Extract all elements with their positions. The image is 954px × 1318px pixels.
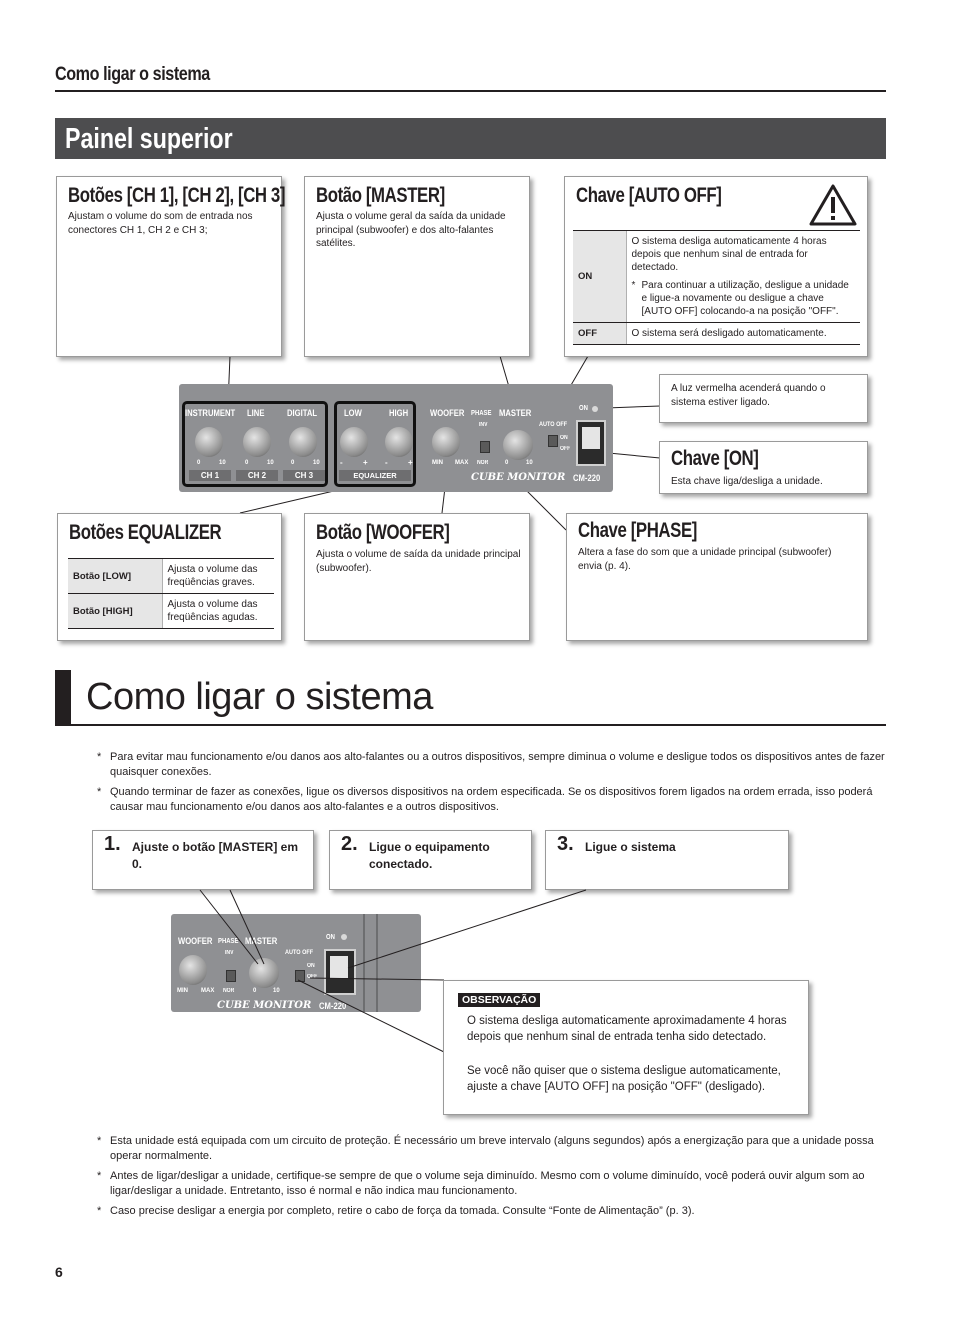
- ch2-max-tick: 10: [267, 460, 274, 466]
- step-1-text: Ajuste o botão [MASTER] em 0.: [132, 840, 299, 871]
- master-max-tick: 10: [273, 988, 280, 994]
- equalizer-card: [57, 513, 282, 641]
- label-phase: PHASE: [218, 938, 239, 945]
- label-on: ON: [326, 934, 335, 941]
- eq-callout-line: [240, 490, 338, 513]
- high-minus-tick: -: [385, 458, 388, 467]
- led-callout-line: [606, 406, 660, 408]
- label-nor: NOR: [477, 460, 489, 466]
- table-row: [68, 594, 274, 629]
- label-auto-off: AUTO OFF: [285, 949, 314, 956]
- equalizer-title: Botões EQUALIZER: [69, 521, 222, 544]
- low-knob[interactable]: [340, 427, 368, 457]
- observation-p1: O sistema desliga automaticamente aproximadamente 4 horas depois que nenhum sinal de entrada tenha sido detectado.: [467, 1015, 787, 1043]
- woofer-desc: Ajusta o volume de saída da unidade principal (subwoofer).: [316, 549, 521, 574]
- observation-p2: Se você não quiser que o sistema desligue automaticamente, ajuste a chave [AUTO OFF] na posição "OFF" (desligado).: [467, 1065, 781, 1093]
- step-2-number: 2.: [341, 833, 358, 855]
- step-1-line: [230, 890, 264, 964]
- autooff-on-note-text: Para continuar a utilização, desligue a unidade e ligue-a novamente ou desligue a chave [AUTO OFF] colocando-a na posição "OFF".: [641, 280, 849, 317]
- autooff-on-key: ON: [573, 231, 626, 323]
- step-1-line: [200, 890, 258, 964]
- label-switch-off: OFF: [307, 974, 318, 980]
- autooff-on-text: O sistema desliga automaticamente 4 horas depois que nenhum sinal de entrada for detectado.: [631, 236, 827, 273]
- autooff-off-key: OFF: [573, 323, 626, 345]
- step-3-line: [348, 890, 586, 968]
- label-low: LOW: [344, 408, 362, 418]
- power-led: [592, 406, 598, 412]
- eq-low-key: Botão [LOW]: [68, 559, 162, 594]
- note-item: * Esta unidade está equipada com um circuito de proteção. É necessário um breve intervalo (alguns segundos) após a energização para que a unidade possa operar normalmente.: [97, 1134, 887, 1164]
- autooff-table: [573, 230, 860, 345]
- ch1-min-tick: 0: [197, 460, 201, 466]
- autooff-on-note: * Para continuar a utilização, desligue a unidade e ligue-a novamente ou desligue a chave [AUTO OFF] colocando-a na posição "OFF".: [631, 280, 849, 317]
- step-2-text: Ligue o equipamento conectado.: [369, 840, 490, 871]
- woofer-max-tick: MAX: [201, 988, 215, 994]
- connect-title: Como ligar o sistema: [86, 676, 433, 718]
- observation-tag: OBSERVAÇÃO: [458, 993, 540, 1007]
- step-3-number: 3.: [557, 833, 574, 855]
- label-auto-off: AUTO OFF: [539, 421, 568, 428]
- ch2-tab: CH 2: [236, 470, 278, 481]
- label-instrument: INSTRUMENT: [185, 408, 236, 418]
- eq-high-key: Botão [HIGH]: [68, 594, 162, 629]
- ch1-max-tick: 10: [219, 460, 226, 466]
- master-min-tick: 0: [253, 988, 257, 994]
- woofer-knob[interactable]: [432, 427, 460, 457]
- label-woofer: WOOFER: [430, 408, 465, 418]
- table-row: [573, 323, 860, 345]
- phase-card: [566, 513, 868, 641]
- master-title: Botão [MASTER]: [316, 184, 445, 207]
- master-max-tick: 10: [526, 460, 533, 466]
- master-min-tick: 0: [505, 460, 509, 466]
- device-panel-top: [179, 384, 613, 492]
- on-desc: Esta chave liga/desliga a unidade.: [671, 476, 823, 487]
- ch2-min-tick: 0: [245, 460, 249, 466]
- low-minus-tick: -: [340, 458, 343, 467]
- ch3-max-tick: 10: [313, 460, 320, 466]
- label-inv: INV: [225, 950, 234, 956]
- label-nor: NOR: [223, 988, 235, 994]
- label-woofer: WOOFER: [178, 936, 213, 946]
- label-line: LINE: [247, 408, 265, 418]
- label-digital: DIGITAL: [287, 408, 318, 418]
- ch-buttons-card: [56, 176, 286, 357]
- label-phase: PHASE: [471, 410, 492, 417]
- master-card: [304, 176, 530, 357]
- table-row: [573, 231, 860, 323]
- section-header-label: Como ligar o sistema: [55, 64, 210, 85]
- ch-buttons-title: Botões [CH 1], [CH 2], [CH 3]: [68, 184, 286, 207]
- eq-low-value: Ajusta o volume das freqüências graves.: [162, 559, 274, 594]
- label-high: HIGH: [389, 408, 409, 418]
- notes-bottom: [97, 1134, 887, 1224]
- note-item: * Para evitar mau funcionamento e/ou danos aos alto-falantes ou a outros dispositivos, sempre diminua o volume e desligue todos os dispositivos antes de fazer quaisquer conexões.: [97, 750, 887, 780]
- label-master: MASTER: [499, 408, 532, 418]
- model-label: CM-220: [319, 1001, 347, 1011]
- title-bar: [55, 670, 71, 724]
- step-3-text: Ligue o sistema: [585, 840, 676, 854]
- note-item: * Caso precise desligar a energia por completo, retire o cabo de força da tomada. Consulte “Fonte de Alimentação” (p. 3).: [97, 1204, 887, 1219]
- obs-line: [298, 980, 444, 1052]
- autooff-off-value: O sistema será desligado automaticamente.: [626, 323, 860, 345]
- phase-title: Chave [PHASE]: [578, 519, 697, 542]
- step-1-number: 1.: [104, 833, 121, 855]
- label-inv: INV: [479, 422, 488, 428]
- led-card: [659, 374, 868, 423]
- model-label: CM-220: [573, 473, 601, 483]
- label-switch-on: ON: [560, 435, 568, 441]
- on-card: [659, 441, 868, 494]
- label-switch-off: OFF: [560, 446, 571, 452]
- label-switch-on: ON: [307, 963, 315, 969]
- warning-icon: [809, 183, 857, 227]
- panel-title: Painel superior: [65, 123, 233, 155]
- notes-top: [97, 750, 887, 820]
- connect-title-block: [55, 670, 886, 726]
- ch3-min-tick: 0: [291, 460, 295, 466]
- ch3-knob[interactable]: [289, 427, 317, 457]
- label-on: ON: [579, 405, 588, 412]
- equalizer-tab: EQUALIZER: [339, 470, 411, 481]
- autooff-card: [564, 176, 868, 357]
- phase-switch[interactable]: [480, 441, 490, 453]
- obs-line: [310, 978, 444, 980]
- woofer-min-tick: MIN: [177, 988, 188, 994]
- power-switch[interactable]: [576, 420, 606, 466]
- master-knob[interactable]: [503, 430, 533, 460]
- high-knob[interactable]: [385, 427, 413, 457]
- page-number: 6: [55, 1264, 63, 1280]
- woofer-card: [304, 513, 530, 641]
- observation-card: [443, 980, 809, 1115]
- ch1-tab: CH 1: [189, 470, 231, 481]
- low-plus-tick: +: [363, 458, 368, 467]
- note-item: * Quando terminar de fazer as conexões, ligue os diversos dispositivos na ordem especificada. Se os dispositivos forem ligados na ordem errada, isso poderá causar mau funcionamento e/ou danos aos alto-falantes e a outros dispositivos.: [97, 785, 887, 815]
- brand-logo: CUBE MONITOR: [217, 1000, 312, 1011]
- autooff-title: Chave [AUTO OFF]: [576, 184, 722, 207]
- high-plus-tick: +: [408, 458, 413, 467]
- brand-logo: CUBE MONITOR: [471, 472, 566, 483]
- woofer-title: Botão [WOOFER]: [316, 521, 450, 544]
- woofer-min-tick: MIN: [432, 460, 443, 466]
- note-item: * Antes de ligar/desligar a unidade, certifique-se sempre de que o volume seja diminuído. Mesmo com o volume diminuído, você poderá ouvir algum som ao ligar/desligar a unidade. Entretanto, isso é normal e não indica mau funcionamento.: [97, 1169, 887, 1199]
- ch2-knob[interactable]: [243, 427, 271, 457]
- ch3-tab: CH 3: [283, 470, 325, 481]
- woofer-max-tick: MAX: [455, 460, 469, 466]
- master-desc: Ajusta o volume geral da saída da unidade principal (subwoofer) e dos alto-falantes satélites.: [316, 211, 506, 249]
- ch1-knob[interactable]: [195, 427, 223, 457]
- auto-off-switch[interactable]: [548, 435, 558, 447]
- ch-buttons-desc: Ajustam o volume do som de entrada nos conectores CH 1, CH 2 e CH 3;: [68, 211, 253, 236]
- autooff-on-value: [626, 231, 860, 323]
- eq-high-value: Ajusta o volume das freqüências agudas.: [162, 594, 274, 629]
- on-title: Chave [ON]: [671, 447, 759, 470]
- led-desc: A luz vermelha acenderá quando o sistema estiver ligado.: [671, 383, 826, 408]
- equalizer-table: [68, 558, 274, 629]
- label-master: MASTER: [245, 936, 278, 946]
- phase-desc: Altera a fase do som que a unidade principal (subwoofer) envia (p. 4).: [578, 547, 832, 572]
- table-row: [68, 559, 274, 594]
